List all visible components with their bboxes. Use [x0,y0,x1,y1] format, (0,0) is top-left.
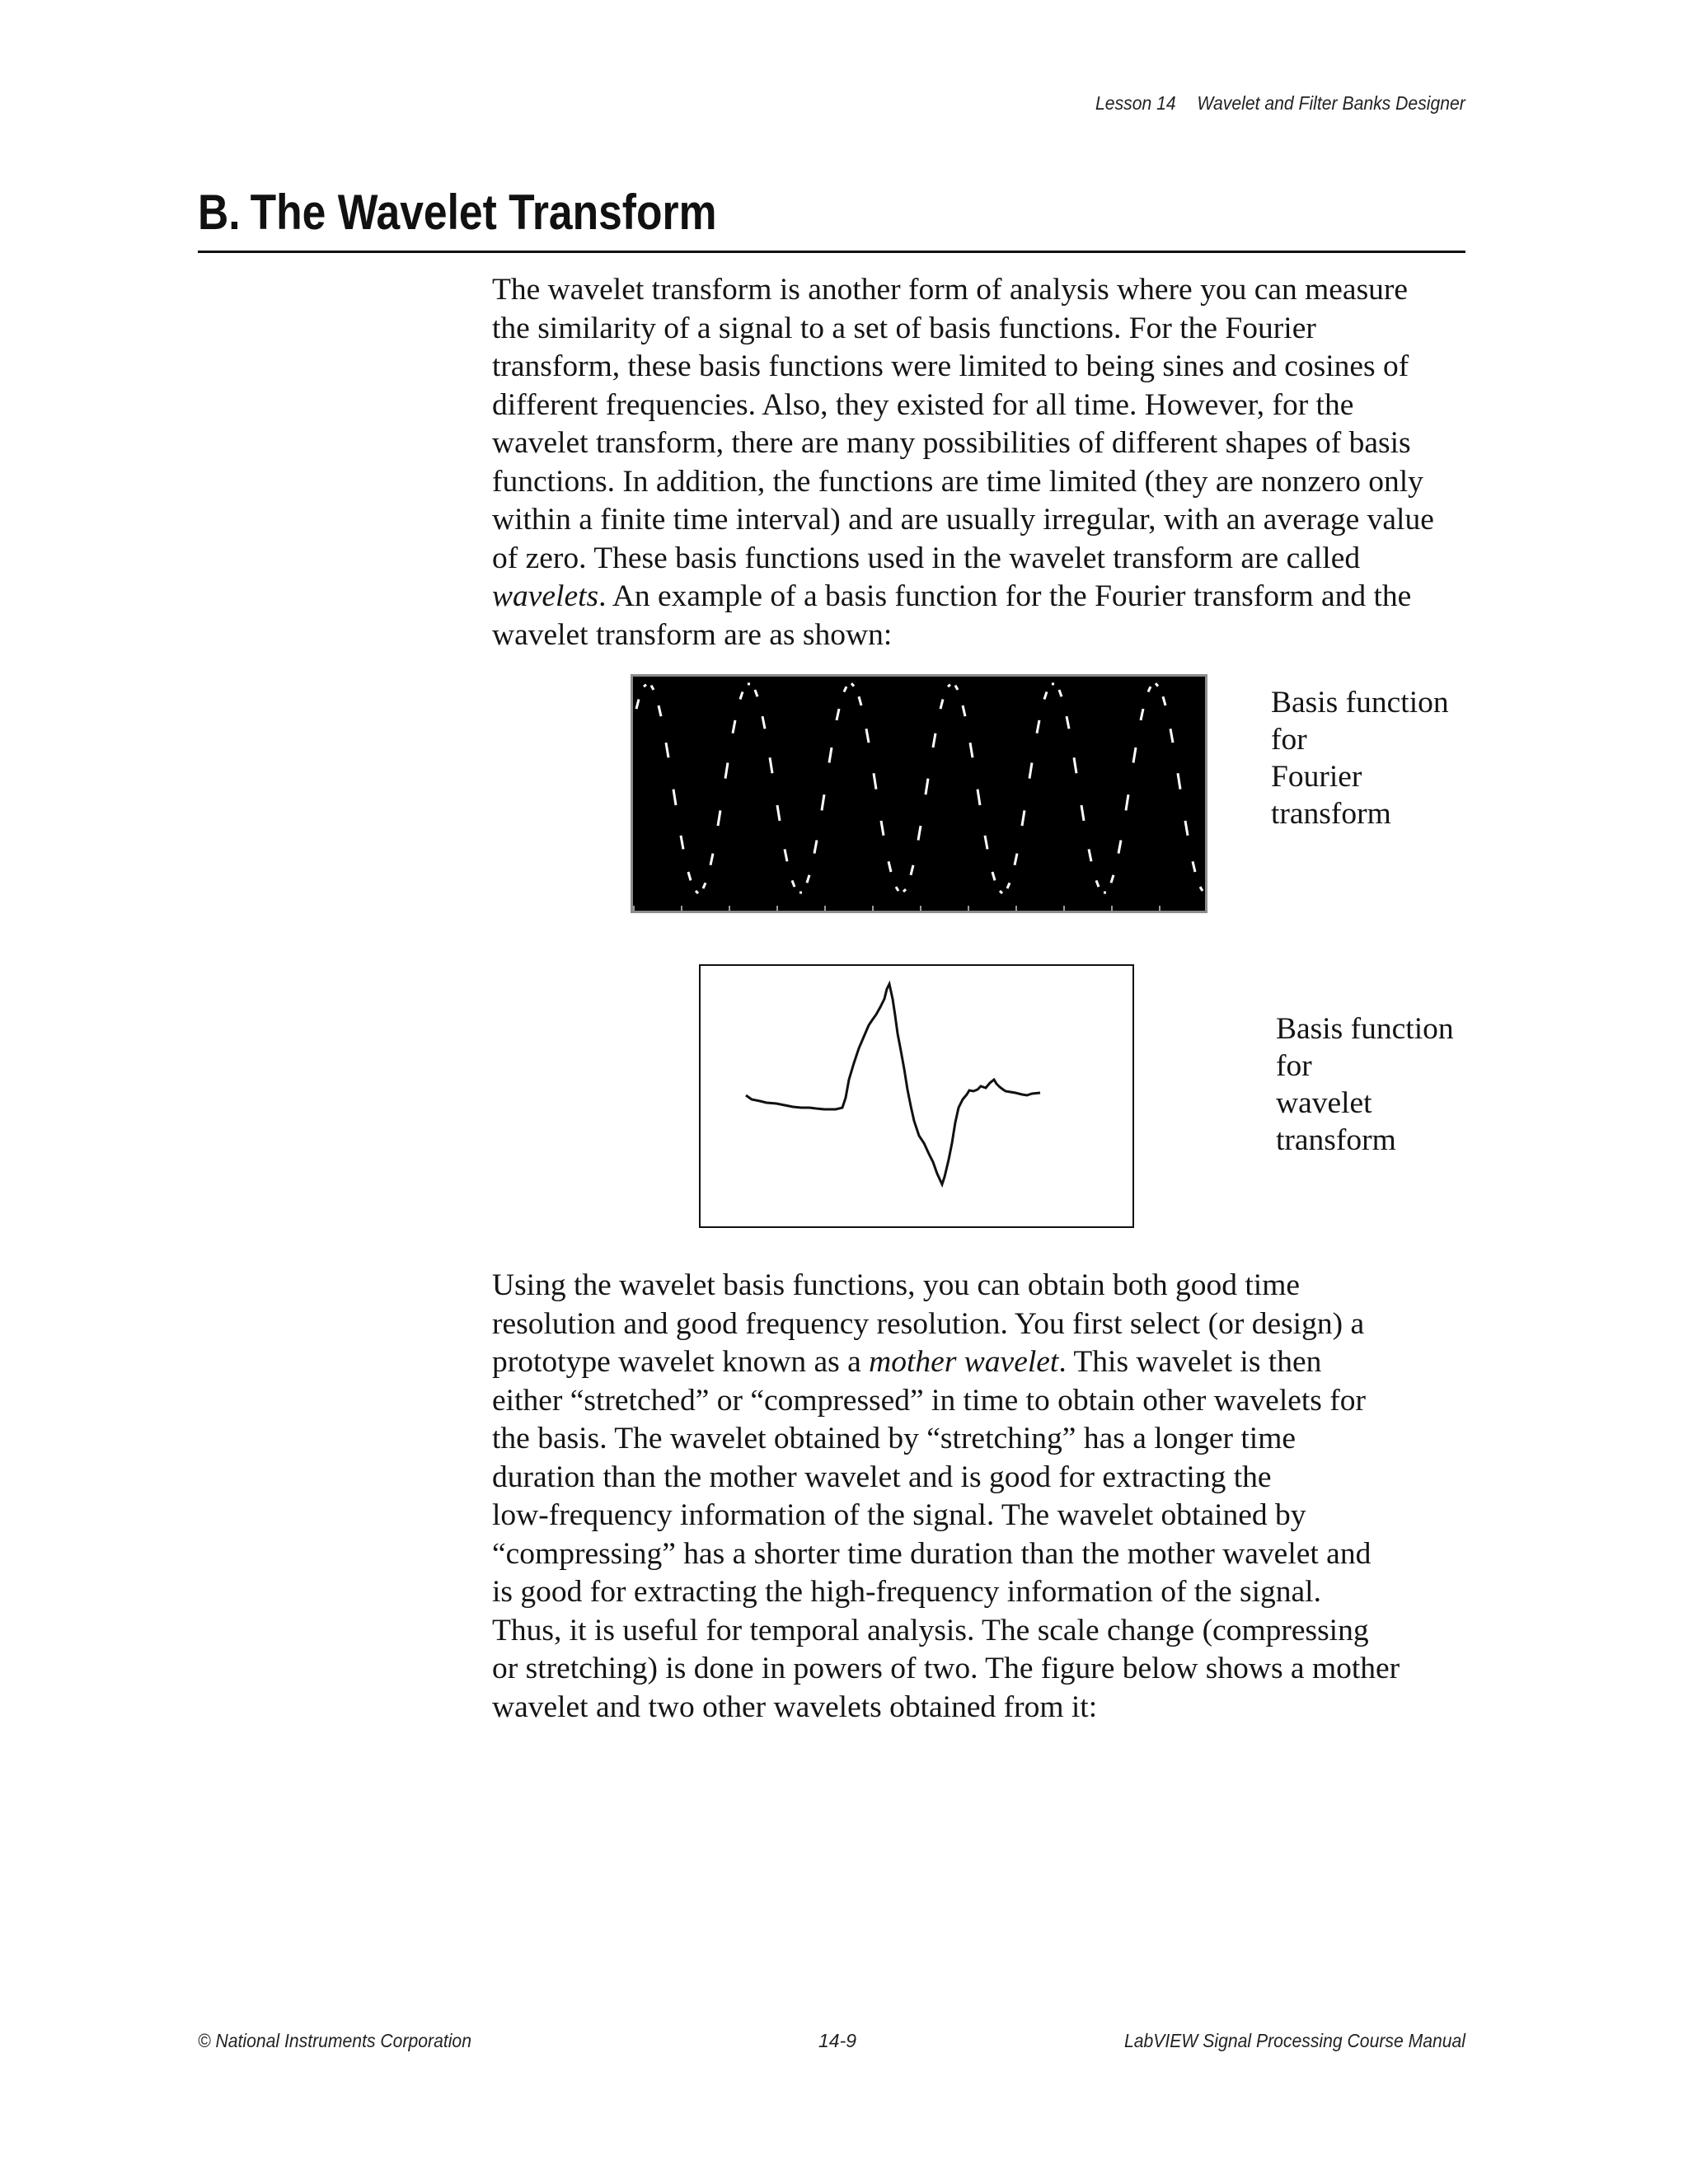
fourier-trace-segment [1200,887,1203,891]
fourier-axis-tick [776,906,778,911]
term-mother-wavelet: mother wavelet [869,1345,1059,1379]
fourier-trace-segment [659,705,661,716]
fourier-trace-segment [881,821,884,836]
paragraph-line: wavelet transform, there are many possibilities of different shapes of basis [492,426,1411,460]
fourier-trace-segment [644,685,646,687]
fourier-trace-segment [1185,821,1188,836]
fourier-trace-segment [740,691,743,699]
fourier-trace-segment [814,841,817,854]
footer-copyright: © National Instruments Corporation [198,2030,471,2051]
fourier-axis-tick [920,906,921,911]
paragraph-line [492,578,1481,616]
fourier-trace-segment [889,861,891,872]
wavelet-basis-graphic [701,966,1132,1226]
fourier-trace-segment [1111,875,1114,883]
fourier-trace-segment [992,872,995,880]
fourier-trace-segment [755,690,757,696]
fourier-trace-segment [955,686,958,690]
caption-line: for [1271,723,1307,757]
wavelet-basis-plot [699,964,1134,1228]
fourier-trace-segment [1148,687,1151,691]
fourier-trace-segment [1133,748,1136,762]
paragraph-line: the similarity of a signal to a set of basis functions. For the Fourier [492,311,1316,345]
fourier-trace-segment [859,696,861,705]
fourier-trace-segment [762,716,765,729]
paragraph-line: low-frequency information of the signal. The wavelet obtained by [492,1498,1306,1532]
fourier-trace-segment [940,700,943,710]
fourier-trace-segment [822,794,824,810]
fourier-trace-segment [733,720,735,733]
fourier-trace-segment [770,757,772,773]
paragraph-line: either “stretched” or “compressed” in time to obtain other wavelets for [492,1383,1366,1418]
footer-manual-title: LabVIEW Signal Processing Course Manual [1123,2030,1465,2051]
fourier-trace-segment [911,865,913,875]
wavelet-trace [746,984,1040,1184]
fourier-trace-segment [651,686,654,690]
fourier-axis-tick [1111,906,1113,911]
fourier-trace-segment [918,826,921,841]
fourier-trace-segment [807,875,809,883]
fourier-trace-segment [696,891,698,893]
paragraph-line: is good for extracting the high-frequency information of the signal. [492,1575,1321,1609]
fourier-axis-tick [824,906,826,911]
fourier-trace-segment [666,743,668,757]
fourier-axis-tick [872,906,874,911]
fourier-trace-segment [1015,854,1017,865]
wavelet-caption [1276,1010,1454,1159]
fourier-trace-segment [1126,794,1128,810]
paragraph-fragment: . An example of a basis function for the Fourier transform and the [598,579,1412,613]
fourier-trace-segment [1029,762,1032,778]
fourier-trace-segment [688,872,691,880]
paragraph-line: transform, these basis functions were limited to being sines and cosines of [492,349,1409,383]
fourier-caption [1271,684,1449,832]
term-wavelets: wavelets [492,579,599,613]
paragraph-line [492,1343,1481,1382]
fourier-trace-segment [866,729,869,743]
fourier-trace-segment [1156,683,1158,686]
fourier-axis-tick [1063,906,1065,911]
fourier-trace-segment [725,762,728,778]
fourier-axis-tick [729,906,730,911]
fourier-trace-segment [970,743,973,757]
caption-line: Fourier [1271,760,1362,794]
paragraph-line: wavelet and two other wavelets obtained from it: [492,1690,1098,1724]
section-heading [198,180,1465,253]
header-lesson: Lesson 14 [1095,92,1176,114]
fourier-basis-graphic [633,677,1205,911]
fourier-trace-segment [1059,690,1062,696]
header-title: Wavelet and Filter Banks Designer [1197,92,1465,114]
paragraph-line: duration than the mother wavelet and is good for extracting the [492,1460,1272,1494]
fourier-trace-segment [1037,720,1039,733]
fourier-trace-segment [1052,684,1054,685]
fourier-trace-segment [681,836,683,850]
paragraph-line: “compressing” has a shorter time duration than the mother wavelet and [492,1536,1372,1571]
fourier-trace-segment [1170,729,1173,743]
fourier-trace-segment [785,849,787,861]
paragraph-line: or stretching) is done in powers of two. The figure below shows a mother [492,1652,1400,1685]
fourier-basis-plot [631,674,1207,913]
footer-page-number: 14-9 [818,2030,857,2051]
paragraph-line: Thus, it is useful for temporal analysis. The scale change (compressing [492,1613,1369,1647]
paragraph-line: Using the wavelet basis functions, you can obtain both good time [492,1268,1301,1302]
fourier-trace-segment [1044,691,1047,699]
fourier-axis-tick [1015,906,1017,911]
fourier-trace-segment [926,779,928,794]
caption-line: wavelet [1276,1086,1372,1120]
paragraph-line: within a finite time interval) and are usually irregular, with an average value [492,503,1434,537]
caption-line: transform [1276,1123,1396,1157]
fourier-trace-segment [1141,709,1143,720]
fourier-trace-segment [985,836,987,850]
fourier-trace-segment [1007,883,1010,888]
fourier-trace-segment [837,709,839,720]
fourier-trace-segment [748,684,750,685]
paragraph-line: wavelet transform are as shown: [492,617,893,652]
fourier-axis-tick [968,906,969,911]
paragraph-fragment: prototype wavelet known as a [492,1345,870,1379]
caption-line: Basis function [1276,1012,1454,1046]
fourier-trace-segment [829,748,832,762]
fourier-trace-segment [636,700,639,710]
fourier-trace-segment [933,733,935,748]
paragraph-fragment: . This wavelet is then [1058,1345,1322,1379]
paragraph-line: resolution and good frequency resolution. You first select (or design) a [492,1306,1365,1341]
caption-line: transform [1271,797,1391,831]
fourier-trace-segment [844,687,846,691]
fourier-trace-segment [1193,861,1195,872]
paragraph-line: the basis. The wavelet obtained by “stretching” has a longer time [492,1422,1296,1455]
running-header [1095,92,1465,115]
fourier-trace-segment [673,790,676,805]
paragraph-line: The wavelet transform is another form of analysis where you can measure [492,273,1409,307]
fourier-trace-segment [1178,773,1180,789]
paragraph-line: functions. In addition, the functions are time limited (they are nonzero only [492,464,1423,499]
fourier-trace-segment [874,773,876,789]
section-title: The Wavelet Transform [250,185,717,240]
fourier-trace-segment [1067,716,1069,729]
fourier-trace-segment [1074,757,1076,773]
fourier-trace-segment [963,705,965,716]
fourier-trace-segment [1022,810,1025,826]
fourier-trace-segment [948,685,950,687]
paragraph-mother-wavelet [492,1267,1481,1727]
fourier-trace-segment [710,854,713,865]
paragraph-intro [492,271,1481,654]
fourier-axis-tick [633,906,635,911]
paragraph-line: of zero. These basis functions used in the wavelet transform are called [492,541,1361,575]
fourier-trace-segment [718,810,720,826]
fourier-axis-tick [1159,906,1160,911]
paragraph-line: different frequencies. Also, they existed for all time. However, for the [492,387,1354,422]
fourier-trace-segment [1096,880,1099,887]
fourier-trace-segment [792,880,795,887]
fourier-trace-segment [896,887,898,891]
fourier-trace-segment [903,889,906,892]
fourier-trace-segment [703,883,706,888]
section-letter: B. [198,185,241,240]
fourier-trace-segment [1163,696,1165,705]
fourier-axis-tick [681,906,682,911]
caption-line: for [1276,1049,1312,1083]
fourier-trace-segment [777,805,780,821]
fourier-trace-segment [851,683,854,686]
fourier-trace-segment [1081,805,1084,821]
fourier-trace-segment [1118,841,1121,854]
fourier-trace-segment [978,790,980,805]
fourier-trace-segment [1000,891,1002,893]
fourier-trace-segment [1089,849,1091,861]
caption-line: Basis function [1271,686,1449,719]
